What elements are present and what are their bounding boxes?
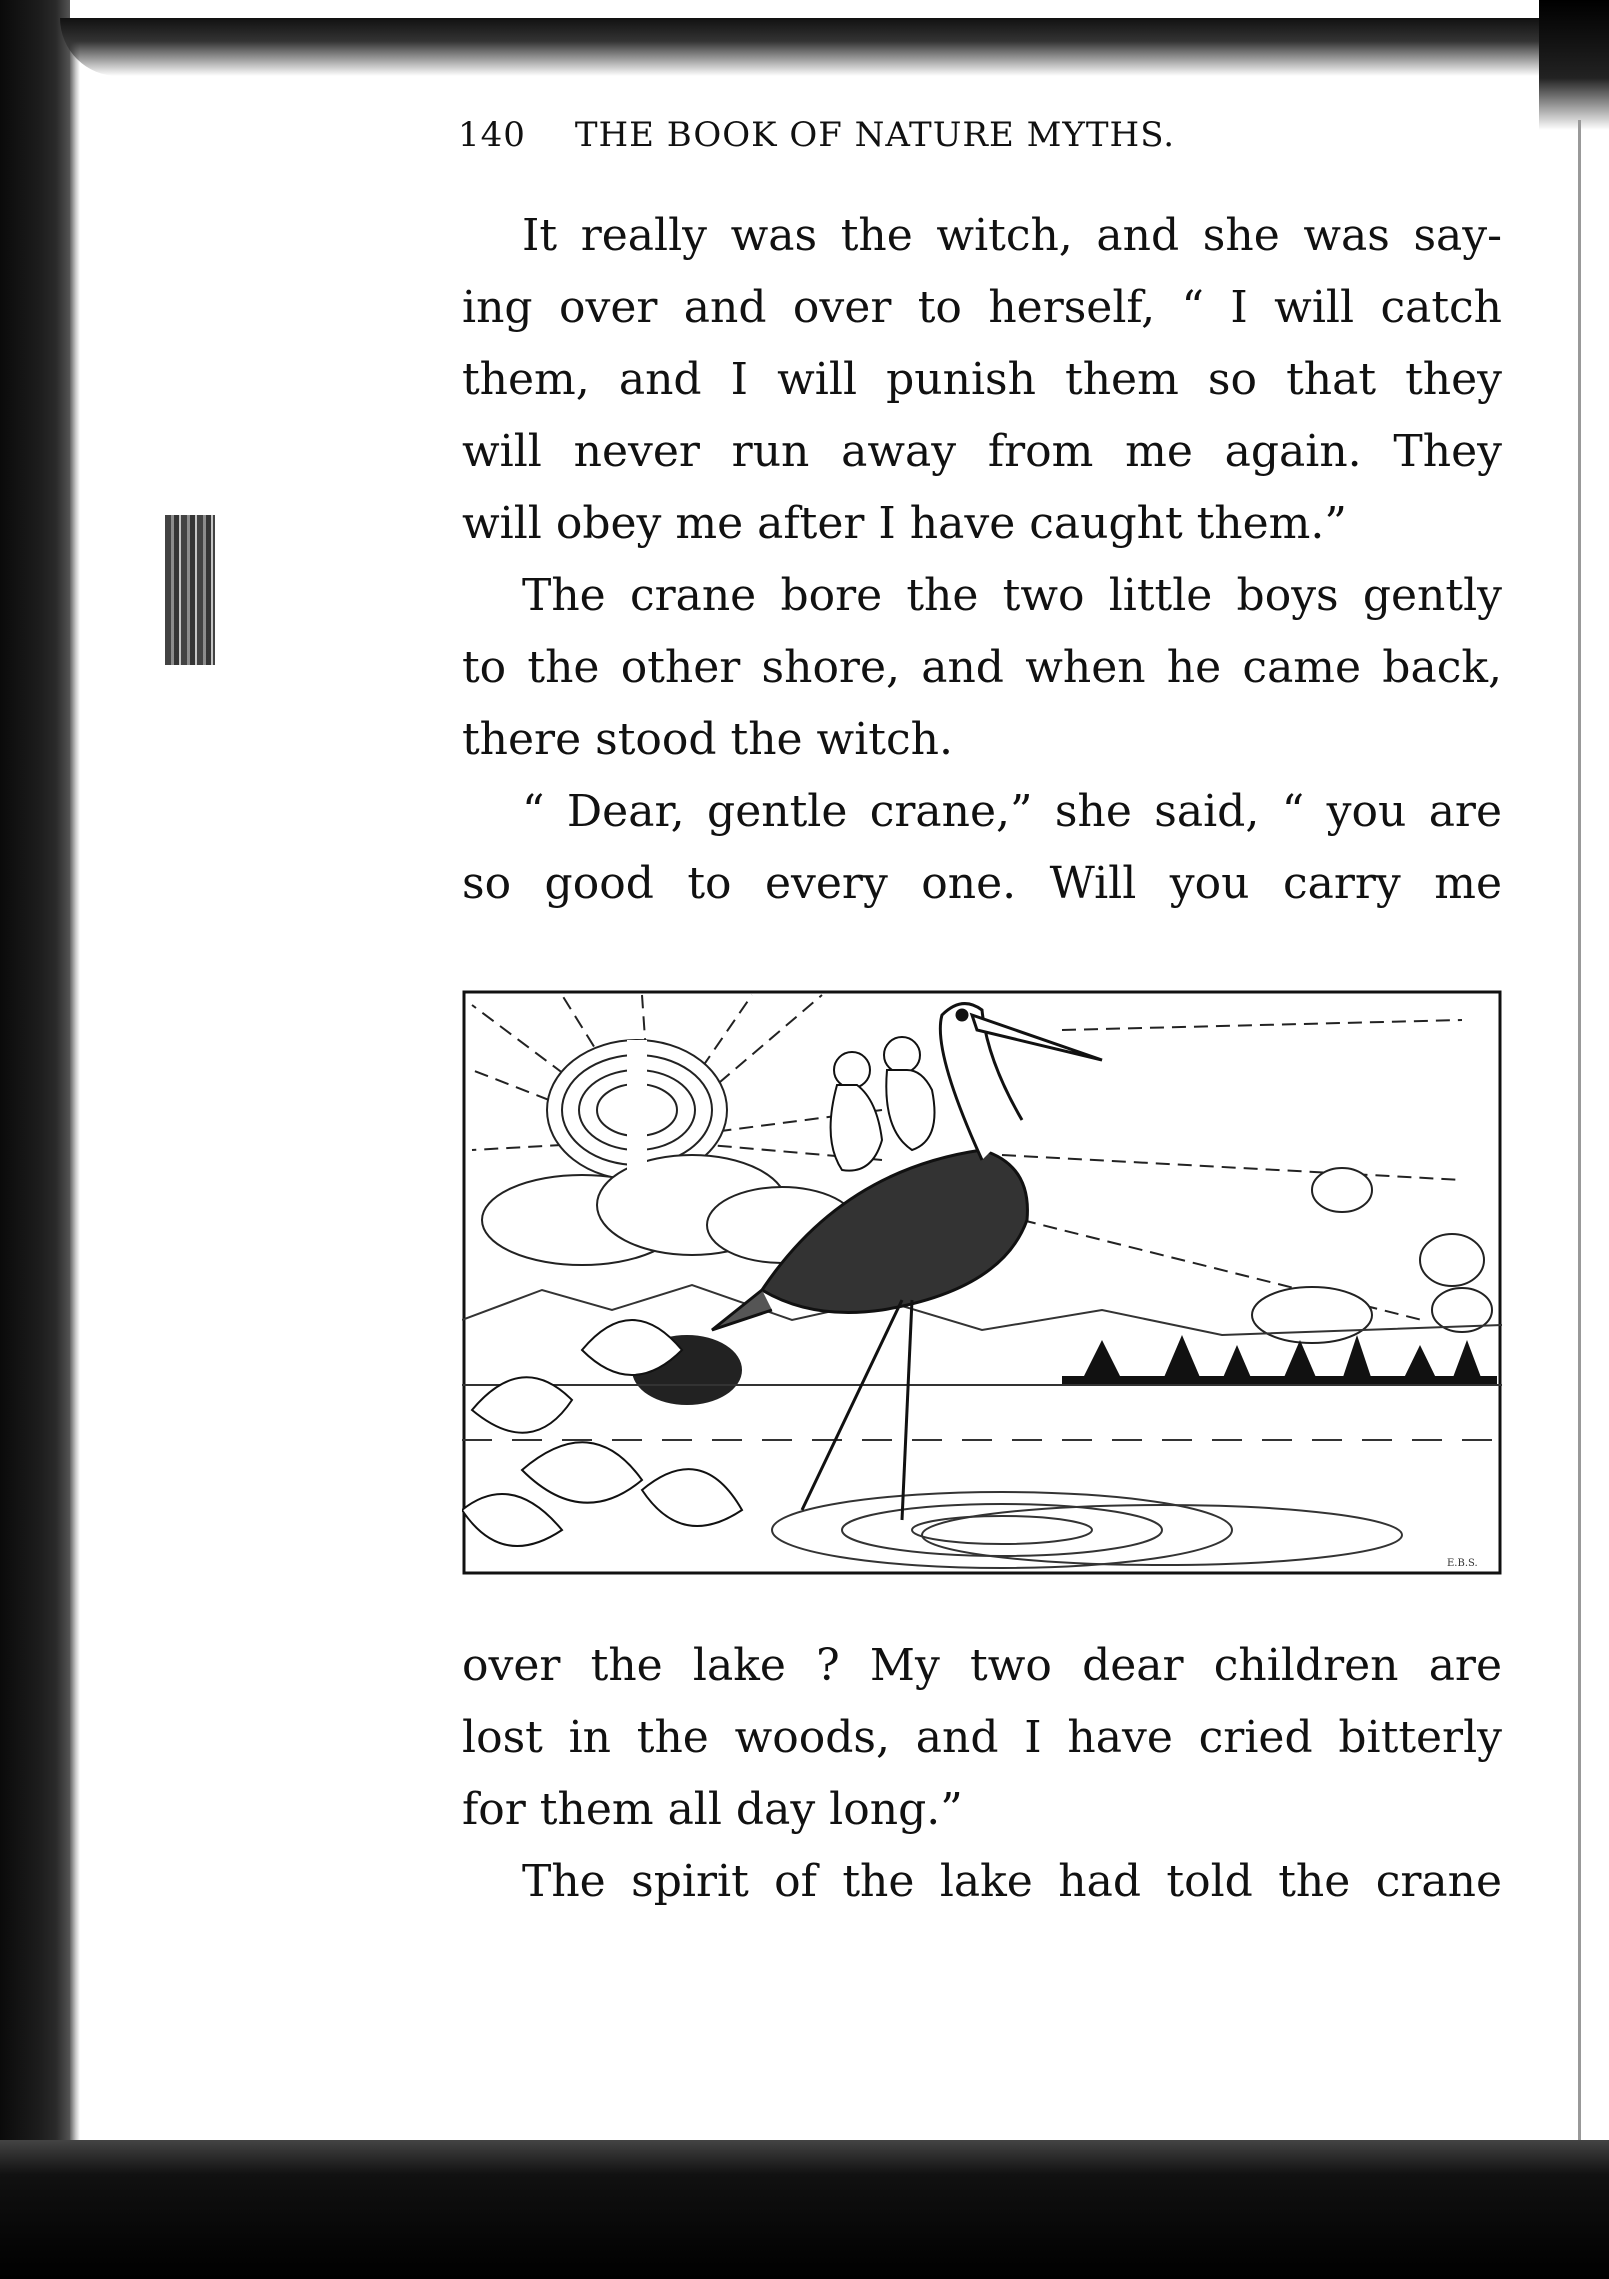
- text-line: so good to every one. Will you carry me: [462, 858, 1502, 909]
- text-line: ing over and over to herself, “ I will catch: [462, 282, 1502, 333]
- text-line: The crane bore the two little boys gently: [522, 570, 1502, 621]
- text-line: The spirit of the lake had told the crane: [522, 1856, 1502, 1907]
- text-line: to the other shore, and when he came back,: [462, 642, 1502, 693]
- page-right-edge: [1578, 120, 1581, 2150]
- text-line: there stood the witch.: [462, 714, 953, 765]
- illustration-crane-carrying-boys: [462, 990, 1502, 1575]
- text-line: them, and I will punish them so that they: [462, 354, 1502, 405]
- illustrator-signature: E.B.S.: [1447, 1558, 1478, 1569]
- text-block-after-illustration: [462, 1630, 1502, 1918]
- bottom-edge-shadow: [0, 2140, 1609, 2279]
- running-title: THE BOOK OF NATURE MYTHS.: [574, 115, 1176, 155]
- text-block-before-illustration: [462, 200, 1502, 920]
- text-line: for them all day long.”: [462, 1784, 963, 1835]
- text-line: over the lake ? My two dear children are: [462, 1640, 1502, 1691]
- page-number: 140: [458, 115, 526, 155]
- corner-shadow: [1539, 0, 1609, 130]
- text-line: will never run away from me again. They: [462, 426, 1502, 477]
- text-line: “ Dear, gentle crane,” she said, “ you are: [522, 786, 1502, 837]
- running-head: [458, 115, 1358, 165]
- book-spine-shadow: [0, 0, 70, 2279]
- text-line: lost in the woods, and I have cried bitterly: [462, 1712, 1502, 1763]
- text-line: It really was the witch, and she was say-: [522, 210, 1502, 261]
- top-edge-shadow: [60, 18, 1600, 76]
- spine-edge-shadow: [70, 30, 80, 2210]
- scan-artifact: [165, 515, 215, 665]
- text-line: will obey me after I have caught them.”: [462, 498, 1347, 549]
